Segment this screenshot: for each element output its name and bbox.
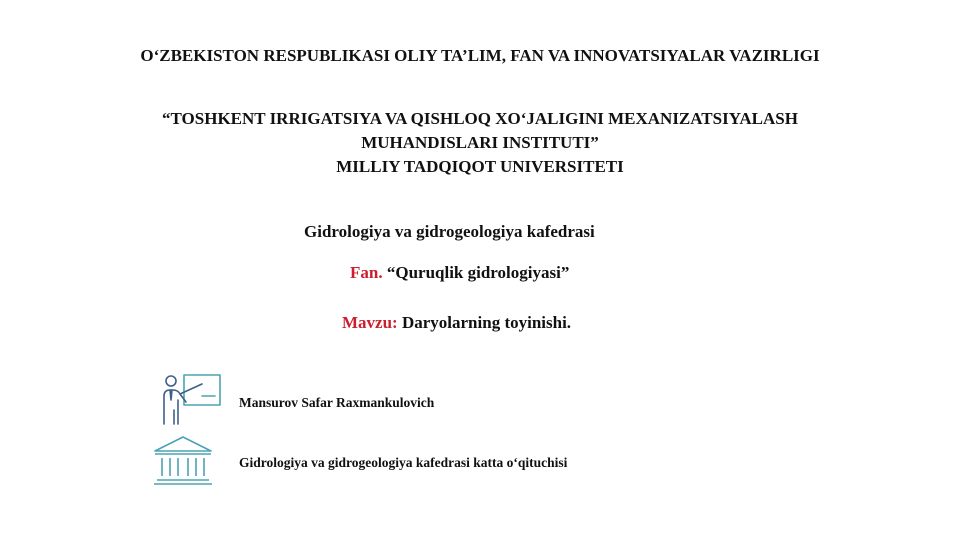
subject-value: “Quruqlik gidrologiyasi” xyxy=(386,263,570,282)
presenter-icon xyxy=(160,370,224,428)
subject-line xyxy=(350,263,569,283)
author-role: Gidrologiya va gidrogeologiya kafedrasi katta o‘qituchisi xyxy=(239,455,568,470)
institute-title-line-3: MILLIY TADQIQOT UNIVERSITETI xyxy=(336,157,624,176)
topic-value: Daryolarning toyinishi. xyxy=(401,313,572,332)
university-building-icon xyxy=(152,435,214,487)
institute-title-line-1: “TOSHKENT IRRIGATSIYA VA QISHLOQ XO‘JALIGINI MEXANIZATSIYALASH xyxy=(162,109,798,128)
topic-line xyxy=(342,313,571,333)
topic-label: Mavzu: xyxy=(342,313,398,332)
subject-label: Fan. xyxy=(350,263,383,282)
ministry-title: O‘ZBEKISTON RESPUBLIKASI OLIY TA’LIM, FAN VA INNOVATSIYALAR VAZIRLIGI xyxy=(140,46,820,65)
author-name: Mansurov Safar Raxmankulovich xyxy=(239,395,435,410)
institute-title-line-2: MUHANDISLARI INSTITUTI” xyxy=(361,133,599,152)
department-name: Gidrologiya va gidrogeologiya kafedrasi xyxy=(304,222,595,241)
